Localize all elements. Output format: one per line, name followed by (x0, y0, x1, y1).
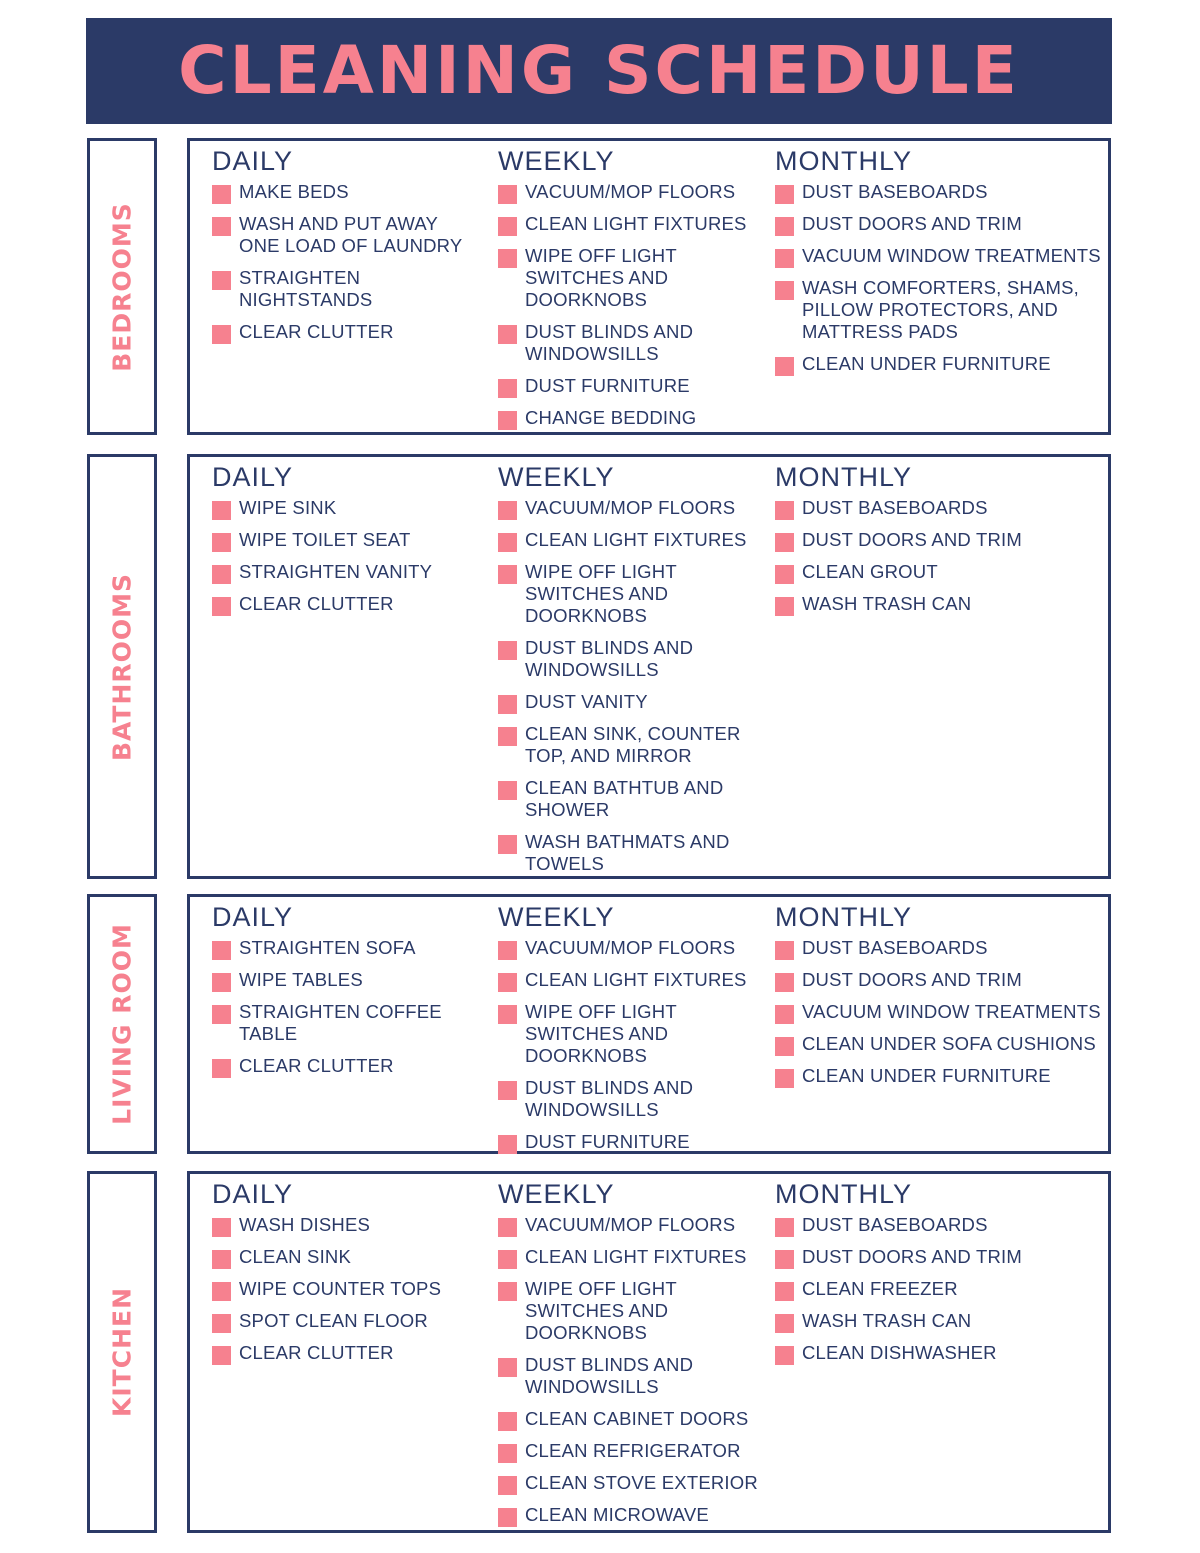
daily-column (212, 141, 482, 353)
task-list (212, 181, 482, 343)
monthly-column (775, 897, 1105, 1097)
task-item (498, 375, 764, 397)
task-item (212, 213, 482, 257)
task-item (212, 1278, 482, 1300)
task-list (775, 181, 1105, 375)
task-list (498, 937, 764, 1153)
task-label: DUST BLINDS AND WINDOWSILLS (525, 637, 694, 680)
task-label: CLEAN MICROWAVE (525, 1504, 709, 1525)
task-item (775, 353, 1105, 375)
task-item (498, 637, 764, 681)
task-item (775, 1310, 1105, 1332)
task-item (498, 969, 764, 991)
task-item (498, 1001, 764, 1067)
task-item (775, 181, 1105, 203)
checkbox-icon[interactable] (212, 1282, 231, 1301)
task-item (212, 1001, 482, 1045)
task-label: DUST FURNITURE (525, 1131, 690, 1152)
task-item (212, 1214, 482, 1236)
checkbox-icon[interactable] (498, 1218, 517, 1237)
checkbox-icon[interactable] (775, 1005, 794, 1024)
task-list (498, 1214, 764, 1526)
task-item (775, 1065, 1105, 1087)
task-label: STRAIGHTEN VANITY (239, 561, 433, 582)
task-item (498, 691, 764, 713)
checkbox-icon[interactable] (775, 941, 794, 960)
task-label: VACUUM/MOP FLOORS (525, 1214, 736, 1235)
checkbox-icon[interactable] (498, 1282, 517, 1301)
task-label: STRAIGHTEN COFFEE TABLE (239, 1001, 442, 1044)
task-label: CLEAN SINK (239, 1246, 352, 1267)
monthly-column (775, 457, 1105, 625)
checkbox-icon[interactable] (775, 1069, 794, 1088)
task-label: CLEAN STOVE EXTERIOR (525, 1472, 758, 1493)
task-label: DUST DOORS AND TRIM (802, 1246, 1023, 1267)
column-header-daily: DAILY (212, 146, 294, 176)
task-label: WIPE OFF LIGHT SWITCHES AND DOORKNOBS (525, 1278, 677, 1343)
task-label: CLEAN DISHWASHER (802, 1342, 997, 1363)
task-item (498, 1246, 764, 1268)
task-list (775, 497, 1105, 615)
task-item (212, 593, 482, 615)
checkbox-icon[interactable] (775, 1037, 794, 1056)
task-item (498, 497, 764, 519)
column-header-weekly: WEEKLY (498, 1179, 615, 1209)
task-label: DUST VANITY (525, 691, 648, 712)
checkbox-icon[interactable] (212, 565, 231, 584)
checkbox-icon[interactable] (498, 695, 517, 714)
section-bathrooms (187, 454, 1111, 879)
task-item (498, 1214, 764, 1236)
task-item (775, 1001, 1105, 1023)
weekly-column (498, 457, 764, 885)
weekly-column (498, 1174, 764, 1536)
task-label: DUST BASEBOARDS (802, 1214, 988, 1235)
checkbox-icon[interactable] (775, 357, 794, 376)
task-label: CLEAN GROUT (802, 561, 938, 582)
task-item (498, 1131, 764, 1153)
task-label: WIPE SINK (239, 497, 337, 518)
task-label: DUST BASEBOARDS (802, 937, 988, 958)
checkbox-icon[interactable] (212, 325, 231, 344)
checkbox-icon[interactable] (212, 533, 231, 552)
task-label: DUST DOORS AND TRIM (802, 969, 1023, 990)
task-item (775, 561, 1105, 583)
checkbox-icon[interactable] (775, 281, 794, 300)
checkbox-icon[interactable] (212, 973, 231, 992)
task-item (498, 1440, 764, 1462)
task-list (775, 1214, 1105, 1364)
task-label: WASH DISHES (239, 1214, 371, 1235)
task-label: WIPE TABLES (239, 969, 363, 990)
task-label: CLEAN CABINET DOORS (525, 1408, 749, 1429)
task-item (775, 1278, 1105, 1300)
checkbox-icon[interactable] (212, 185, 231, 204)
task-item (212, 1310, 482, 1332)
task-label: WASH COMFORTERS, SHAMS, PILLOW PROTECTORS, AND MATTRESS PADS (802, 277, 1079, 342)
task-item (212, 1342, 482, 1364)
task-item (775, 213, 1105, 235)
column-header-weekly: WEEKLY (498, 462, 615, 492)
task-item (775, 937, 1105, 959)
task-label: CLEAN FREEZER (802, 1278, 958, 1299)
column-header-weekly: WEEKLY (498, 146, 615, 176)
task-item (775, 277, 1105, 343)
task-label: WIPE OFF LIGHT SWITCHES AND DOORKNOBS (525, 561, 677, 626)
checkbox-icon[interactable] (212, 1059, 231, 1078)
task-item (498, 723, 764, 767)
daily-column (212, 457, 482, 625)
checkbox-icon[interactable] (212, 1250, 231, 1269)
task-label: CLEAN LIGHT FIXTURES (525, 1246, 747, 1267)
task-label: CLEAR CLUTTER (239, 1342, 394, 1363)
task-label: WIPE OFF LIGHT SWITCHES AND DOORKNOBS (525, 245, 677, 310)
checkbox-icon[interactable] (498, 781, 517, 800)
checkbox-icon[interactable] (775, 217, 794, 236)
checkbox-icon[interactable] (212, 941, 231, 960)
checkbox-icon[interactable] (498, 1476, 517, 1495)
column-header-daily: DAILY (212, 462, 294, 492)
checkbox-icon[interactable] (775, 1346, 794, 1365)
task-item (212, 1055, 482, 1077)
column-header-monthly: MONTHLY (775, 146, 913, 176)
task-label: MAKE BEDS (239, 181, 349, 202)
checkbox-icon[interactable] (775, 1282, 794, 1301)
task-item (498, 1408, 764, 1430)
checkbox-icon[interactable] (498, 565, 517, 584)
task-label: CHANGE BEDDING (525, 407, 697, 428)
task-label: CLEAN SINK, COUNTER TOP, AND MIRROR (525, 723, 741, 766)
task-item (775, 1214, 1105, 1236)
room-tab-kitchen (87, 1171, 157, 1533)
task-item (498, 777, 764, 821)
checkbox-icon[interactable] (212, 501, 231, 520)
checkbox-icon[interactable] (498, 1081, 517, 1100)
checkbox-icon[interactable] (212, 217, 231, 236)
checkbox-icon[interactable] (498, 533, 517, 552)
checkbox-icon[interactable] (498, 1005, 517, 1024)
task-item (775, 1033, 1105, 1055)
task-item (775, 969, 1105, 991)
task-list (212, 937, 482, 1077)
task-label: VACUUM WINDOW TREATMENTS (802, 1001, 1101, 1022)
task-item (212, 267, 482, 311)
checkbox-icon[interactable] (498, 411, 517, 430)
task-label: VACUUM/MOP FLOORS (525, 497, 736, 518)
task-item (498, 1278, 764, 1344)
task-label: DUST BASEBOARDS (802, 497, 988, 518)
task-label: WASH TRASH CAN (802, 593, 972, 614)
task-label: STRAIGHTEN SOFA (239, 937, 416, 958)
checkbox-icon[interactable] (498, 1412, 517, 1431)
task-item (498, 1504, 764, 1526)
task-item (498, 529, 764, 551)
task-label: VACUUM WINDOW TREATMENTS (802, 245, 1101, 266)
task-item (498, 561, 764, 627)
task-item (775, 529, 1105, 551)
task-list (498, 181, 764, 429)
checkbox-icon[interactable] (775, 185, 794, 204)
checkbox-icon[interactable] (498, 501, 517, 520)
task-item (498, 321, 764, 365)
task-label: DUST DOORS AND TRIM (802, 213, 1023, 234)
task-item (498, 1472, 764, 1494)
task-item (498, 1077, 764, 1121)
task-item (212, 497, 482, 519)
task-label: CLEAN LIGHT FIXTURES (525, 213, 747, 234)
checkbox-icon[interactable] (212, 1346, 231, 1365)
checkbox-icon[interactable] (775, 249, 794, 268)
weekly-column (498, 897, 764, 1163)
task-item (212, 529, 482, 551)
task-item (212, 181, 482, 203)
column-header-weekly: WEEKLY (498, 902, 615, 932)
column-header-monthly: MONTHLY (775, 462, 913, 492)
task-item (775, 245, 1105, 267)
task-label: CLEAN LIGHT FIXTURES (525, 969, 747, 990)
checkbox-icon[interactable] (498, 1444, 517, 1463)
task-item (212, 1246, 482, 1268)
column-header-monthly: MONTHLY (775, 1179, 913, 1209)
task-label: WIPE COUNTER TOPS (239, 1278, 442, 1299)
daily-column (212, 897, 482, 1087)
task-label: CLEAN REFRIGERATOR (525, 1440, 741, 1461)
section-kitchen (187, 1171, 1111, 1533)
task-list (212, 1214, 482, 1364)
checkbox-icon[interactable] (212, 271, 231, 290)
task-item (775, 1246, 1105, 1268)
task-item (775, 593, 1105, 615)
checkbox-icon[interactable] (498, 941, 517, 960)
task-label: WASH TRASH CAN (802, 1310, 972, 1331)
task-item (775, 1342, 1105, 1364)
section-living-room (187, 894, 1111, 1154)
section-bedrooms (187, 138, 1111, 435)
title-banner (86, 18, 1112, 124)
task-label: CLEAR CLUTTER (239, 593, 394, 614)
task-label: DUST BASEBOARDS (802, 181, 988, 202)
daily-column (212, 1174, 482, 1374)
checkbox-icon[interactable] (498, 1508, 517, 1527)
room-label: LIVING ROOM (107, 923, 137, 1125)
checkbox-icon[interactable] (775, 597, 794, 616)
task-label: VACUUM/MOP FLOORS (525, 181, 736, 202)
room-tab-living-room (87, 894, 157, 1154)
task-label: WASH BATHMATS AND TOWELS (525, 831, 730, 874)
checkbox-icon[interactable] (498, 379, 517, 398)
task-item (498, 831, 764, 875)
task-label: DUST FURNITURE (525, 375, 690, 396)
checkbox-icon[interactable] (498, 727, 517, 746)
room-label: BEDROOMS (107, 201, 137, 372)
checkbox-icon[interactable] (498, 973, 517, 992)
task-item (212, 321, 482, 343)
checkbox-icon[interactable] (775, 1314, 794, 1333)
checkbox-icon[interactable] (498, 1250, 517, 1269)
checkbox-icon[interactable] (498, 1358, 517, 1377)
room-label: KITCHEN (107, 1287, 137, 1417)
checkbox-icon[interactable] (498, 185, 517, 204)
task-label: VACUUM/MOP FLOORS (525, 937, 736, 958)
task-label: CLEAN UNDER FURNITURE (802, 1065, 1051, 1086)
task-label: WIPE TOILET SEAT (239, 529, 411, 550)
task-item (498, 213, 764, 235)
task-list (498, 497, 764, 875)
room-tab-bedrooms (87, 138, 157, 435)
checkbox-icon[interactable] (212, 1314, 231, 1333)
room-label: BATHROOMS (107, 572, 137, 761)
task-item (498, 407, 764, 429)
checkbox-icon[interactable] (775, 501, 794, 520)
checkbox-icon[interactable] (498, 1135, 517, 1154)
task-list (212, 497, 482, 615)
checkbox-icon[interactable] (212, 1005, 231, 1024)
checkbox-icon[interactable] (212, 1218, 231, 1237)
task-label: CLEAR CLUTTER (239, 321, 394, 342)
page-title: CLEANING SCHEDULE (178, 32, 1020, 109)
checkbox-icon[interactable] (775, 565, 794, 584)
task-item (498, 245, 764, 311)
checkbox-icon[interactable] (498, 249, 517, 268)
task-item (212, 561, 482, 583)
checkbox-icon[interactable] (775, 1218, 794, 1237)
task-item (775, 497, 1105, 519)
checkbox-icon[interactable] (775, 533, 794, 552)
task-label: CLEAN LIGHT FIXTURES (525, 529, 747, 550)
monthly-column (775, 141, 1105, 385)
task-label: DUST DOORS AND TRIM (802, 529, 1023, 550)
checkbox-icon[interactable] (498, 217, 517, 236)
task-label: CLEAN UNDER SOFA CUSHIONS (802, 1033, 1096, 1054)
task-label: DUST BLINDS AND WINDOWSILLS (525, 1354, 694, 1397)
checkbox-icon[interactable] (498, 835, 517, 854)
task-label: SPOT CLEAN FLOOR (239, 1310, 428, 1331)
task-label: CLEAN BATHTUB AND SHOWER (525, 777, 724, 820)
task-label: STRAIGHTEN NIGHTSTANDS (239, 267, 373, 310)
task-item (212, 937, 482, 959)
task-label: CLEAR CLUTTER (239, 1055, 394, 1076)
checkbox-icon[interactable] (775, 973, 794, 992)
task-item (498, 181, 764, 203)
room-tab-bathrooms (87, 454, 157, 879)
column-header-daily: DAILY (212, 902, 294, 932)
task-label: CLEAN UNDER FURNITURE (802, 353, 1051, 374)
task-item (212, 969, 482, 991)
task-item (498, 937, 764, 959)
task-item (498, 1354, 764, 1398)
checkbox-icon[interactable] (212, 597, 231, 616)
task-list (775, 937, 1105, 1087)
checkbox-icon[interactable] (498, 641, 517, 660)
checkbox-icon[interactable] (498, 325, 517, 344)
column-header-daily: DAILY (212, 1179, 294, 1209)
task-label: DUST BLINDS AND WINDOWSILLS (525, 321, 694, 364)
checkbox-icon[interactable] (775, 1250, 794, 1269)
column-header-monthly: MONTHLY (775, 902, 913, 932)
task-label: WIPE OFF LIGHT SWITCHES AND DOORKNOBS (525, 1001, 677, 1066)
monthly-column (775, 1174, 1105, 1374)
weekly-column (498, 141, 764, 439)
task-label: DUST BLINDS AND WINDOWSILLS (525, 1077, 694, 1120)
task-label: WASH AND PUT AWAY ONE LOAD OF LAUNDRY (239, 213, 463, 256)
